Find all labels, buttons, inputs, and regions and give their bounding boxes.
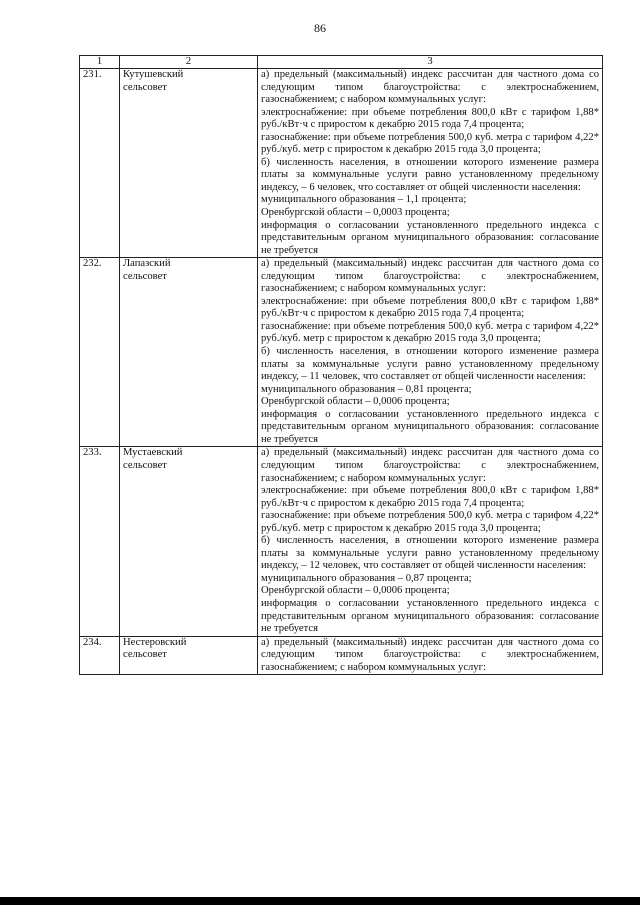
municipality-name-line2: сельсовет (123, 81, 167, 93)
municipality-name-line1: Нестеровский (123, 636, 187, 648)
row-number: 233. (80, 447, 120, 636)
municipal-share-paragraph: муниципального образования – 0,87 процента; (261, 572, 472, 584)
index-description (258, 258, 603, 447)
municipality-name-line1: Мустаевский (123, 447, 183, 459)
regional-share-paragraph: Оренбургской области – 0,0006 процента; (261, 585, 450, 597)
index-table (79, 55, 603, 675)
municipal-share-paragraph: муниципального образования – 0,81 процента; (261, 383, 472, 395)
index-basis-paragraph: а) предельный (максимальный) индекс рассчитан для частного дома со следующим типом благоустройства: с электроснабжением, газоснабжением; с набором коммунальных услуг: (261, 447, 599, 484)
municipality-name-line2: сельсовет (123, 649, 167, 661)
row-number: 232. (80, 258, 120, 447)
population-paragraph: б) численность населения, в отношении которого изменение размера платы за коммунальные услуги равно установленному предельному индексу, – 12 человек, что составляет от общей численности населения: (261, 535, 599, 572)
municipality-name-line2: сельсовет (123, 270, 167, 282)
index-description (258, 447, 603, 636)
table-row (80, 636, 603, 675)
gas-paragraph: газоснабжение: при объеме потребления 500,0 куб. метра с тарифом 4,22* руб./куб. метр с приростом к декабрю 2015 года 3,0 процента; (261, 320, 599, 345)
population-paragraph: б) численность населения, в отношении которого изменение размера платы за коммунальные услуги равно установленному предельному индексу, – 6 человек, что составляет от общей численности населения: (261, 156, 599, 193)
approval-paragraph: информация о согласовании установленного предельного индекса с представительным органом муниципального образования: согласование не требуется (261, 408, 599, 445)
table-row (80, 258, 603, 447)
gas-paragraph: газоснабжение: при объеме потребления 500,0 куб. метра с тарифом 4,22* руб./куб. метр с приростом к декабрю 2015 года 3,0 процента; (261, 510, 599, 534)
index-basis-paragraph: а) предельный (максимальный) индекс рассчитан для частного дома со следующим типом благоустройства: с электроснабжением, газоснабжением; с набором коммунальных услуг: (261, 258, 599, 295)
population-paragraph: б) численность населения, в отношении которого изменение размера платы за коммунальные услуги равно установленному предельному индексу, – 11 человек, что составляет от общей численности населения: (261, 346, 599, 383)
index-basis-paragraph: а) предельный (максимальный) индекс рассчитан для частного дома со следующим типом благоустройства: с электроснабжением, газоснабжением; с набором коммунальных услуг: (261, 69, 599, 106)
electricity-paragraph: электроснабжение: при объеме потребления 800,0 кВт с тарифом 1,88* руб./кВт·ч с приростом к декабрю 2015 года 7,4 процента; (261, 295, 599, 320)
regional-share-paragraph: Оренбургской области – 0,0003 процента; (261, 207, 450, 219)
municipality-name (120, 258, 258, 447)
regional-share-paragraph: Оренбургской области – 0,0006 процента; (261, 396, 450, 408)
municipality-name-line1: Лапазский (123, 258, 171, 270)
municipality-name (120, 447, 258, 636)
electricity-paragraph: электроснабжение: при объеме потребления 800,0 кВт с тарифом 1,88* руб./кВт·ч с приростом к декабрю 2015 года 7,4 процента; (261, 106, 599, 131)
header-col-1: 1 (80, 56, 120, 69)
page-number: 86 (314, 21, 326, 35)
approval-paragraph: информация о согласовании установленного предельного индекса с представительным органом муниципального образования: согласование не требуется (261, 597, 599, 635)
table-row (80, 69, 603, 258)
municipality-name-line1: Кутушевский (123, 69, 184, 80)
electricity-paragraph: электроснабжение: при объеме потребления 800,0 кВт с тарифом 1,88* руб./кВт·ч с приростом к декабрю 2015 года 7,4 процента; (261, 485, 599, 509)
gas-paragraph: газоснабжение: при объеме потребления 500,0 куб. метра с тарифом 4,22* руб./куб. метр с приростом к декабрю 2015 года 3,0 процента; (261, 131, 599, 156)
municipality-name (120, 636, 258, 675)
approval-paragraph: информация о согласовании установленного предельного индекса с представительным органом муниципального образования: согласование не требуется (261, 219, 599, 256)
row-number: 234. (80, 636, 120, 675)
row-number: 231. (80, 69, 120, 258)
municipality-name-line2: сельсовет (123, 459, 167, 471)
table-row (80, 447, 603, 636)
header-col-3: 3 (258, 56, 603, 69)
index-basis-paragraph: а) предельный (максимальный) индекс рассчитан для частного дома со следующим типом благоустройства: с электроснабжением, газоснабжением; с набором коммунальных услуг: (261, 636, 599, 673)
index-description (258, 69, 603, 258)
table-header-row (80, 56, 603, 69)
municipality-name (120, 69, 258, 258)
municipal-share-paragraph: муниципального образования – 1,1 процента; (261, 194, 467, 206)
header-col-2: 2 (120, 56, 258, 69)
index-description (258, 636, 603, 675)
scan-bottom-edge (0, 897, 640, 905)
